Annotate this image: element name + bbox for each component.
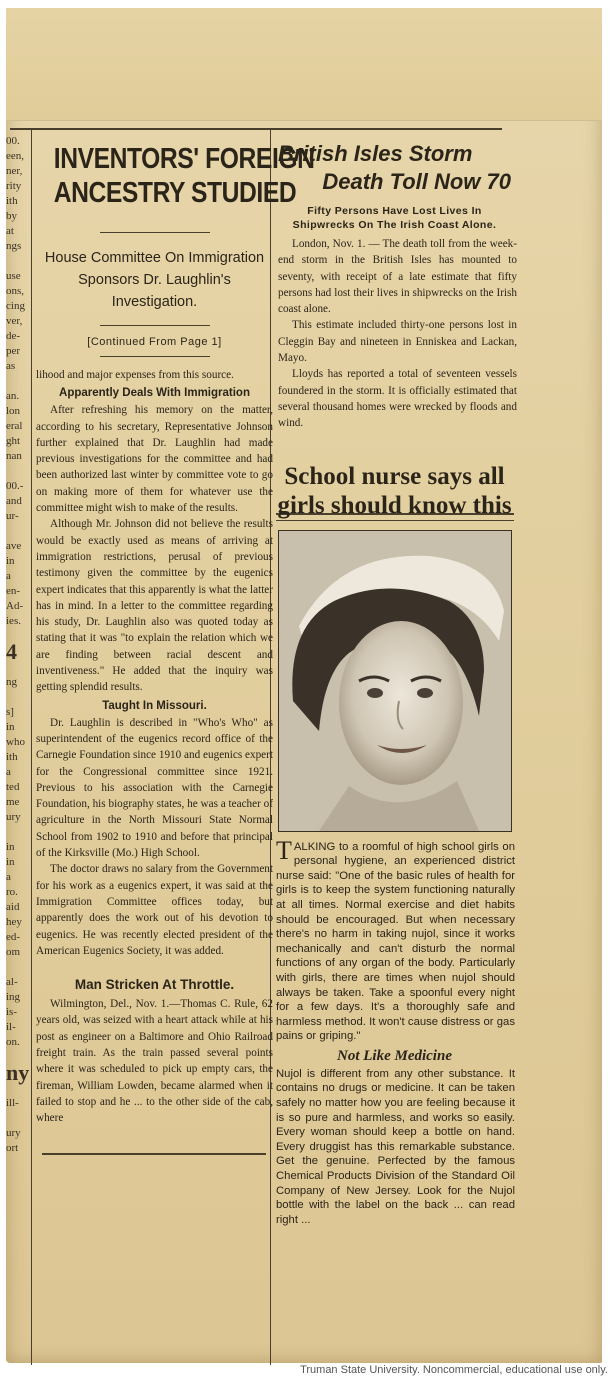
newspaper-clipping — [6, 8, 602, 1363]
fragment: een, — [6, 150, 25, 162]
fragment: eral — [6, 420, 23, 432]
fragment: in — [6, 721, 15, 733]
fragment: a — [6, 871, 11, 883]
fragment: ing — [6, 991, 21, 1003]
fragment: ill- — [6, 1097, 19, 1109]
fragment: ort — [6, 1142, 19, 1154]
top-rule — [10, 128, 502, 130]
fragment: Ad- — [6, 600, 24, 612]
fragment: on. — [6, 1036, 20, 1048]
fragment: ith — [6, 195, 18, 207]
paragraph: This estimate included thirty-one persons lost in Cleggin Bay and nineteen in Enniskea and Lackan, Mayo. — [278, 319, 517, 365]
fragment: ed- — [6, 931, 21, 943]
section-subhead: Taught In Missouri. — [102, 699, 207, 712]
fragment: ght — [6, 435, 21, 447]
fragment — [6, 1111, 30, 1126]
section-subhead: Apparently Deals With Immigration — [59, 387, 250, 400]
fragment: in — [6, 841, 15, 853]
fragment: en- — [6, 585, 21, 597]
fragment: 00.- — [6, 480, 24, 492]
paragraph: Lloyds has reported a total of seventeen vessels foundered in the storm. It is officially estimated that several thousand homes were wrecked by floods and wind. — [278, 368, 517, 430]
archive-credit: Truman State University. Noncommercial, educational use only. — [300, 1364, 608, 1376]
fragment: om — [6, 946, 21, 958]
left-margin-fragments — [6, 134, 30, 1374]
fragment: ner, — [6, 165, 23, 177]
fragment — [6, 690, 30, 705]
fragment — [6, 524, 30, 539]
fragment: ted — [6, 781, 20, 793]
fragment-large: ny — [6, 1060, 30, 1085]
subheadline: House Committee On Immigration Sponsors Dr. Laughlin's Investigation. — [44, 250, 265, 310]
continued-note: [Continued From Page 1] — [87, 336, 222, 348]
paragraph: Wilmington, Del., Nov. 1.—Thomas C. Rule, 62 years old, was seized with a heart attack while at his post as engineer on a Baltimore and Ohio Railroad freight train. As the train passed several points where it was scheduled to pick up empty cars, the fireman, William Lowden, became alarmed when it failed to stop and he ... to the other side of the cab, where — [36, 998, 273, 1125]
blank-top-margin — [6, 8, 602, 121]
article-headline: Man Stricken At Throttle. — [74, 977, 235, 993]
fragment — [6, 960, 30, 975]
headline-line-1: INVENTORS' FOREIGN — [53, 143, 315, 175]
fragment: ngs — [6, 240, 22, 252]
fragment: 00. — [6, 135, 20, 147]
ad-subhead: Not Like Medicine — [337, 1047, 452, 1064]
ad-paragraph: TALKING to a roomful of high school girls on personal hygiene, an experienced district nurse said: "One of the basic rules of health for girls is to keep the system functioning naturally at all times. Normal exercise and diet habits should be encouraged. But when necessary there's no harm in taking nujol, since it works mechanically and can't disturb the normal functions of any organ of the body. Particularly with girls, there are times when nujol should always be taken. Take a spoonful every night for a few days. It's a thoroughly safe and harmless method. It won't cause distress or gas pains or griping." — [276, 835, 515, 1043]
fragment: an. — [6, 390, 20, 402]
deck: Fifty Persons Have Lost Lives In Shipwrecks On The Irish Coast Alone. — [292, 205, 497, 231]
fragment: and — [6, 495, 22, 507]
fragment: ng — [6, 676, 17, 688]
divider — [100, 325, 210, 326]
fragment: a — [6, 570, 11, 582]
fragment: me — [6, 796, 20, 808]
fragment: who — [6, 736, 25, 748]
fragment: ur- — [6, 510, 19, 522]
portrait-illustration — [279, 531, 511, 831]
column-rule-left — [31, 130, 32, 1365]
paragraph: After refreshing his memory on the matter, according to his secretary, Representative Johnson further explained that Dr. Laughlin had made previous investigations for the committee and had been authorized last winter by committee vote to go on making more of them for whatever use the committee might wish to make of the results. — [36, 404, 273, 515]
column-right — [272, 136, 517, 1366]
fragment: ver, — [6, 315, 23, 327]
fragment: as — [6, 360, 16, 372]
fragment-large: 4 — [6, 639, 17, 664]
fragment: aid — [6, 901, 20, 913]
ad-headline: School nurse says all girls should know this — [277, 462, 512, 519]
headline-line-2: Death Toll Now 70 — [322, 169, 511, 194]
fragment: at — [6, 225, 14, 237]
headline-line-2: ANCESTRY STUDIED — [53, 177, 297, 209]
paragraph: The doctor draws no salary from the Government for his work as a eugenics expert, it was said at the Immigration Committee offices today, but apparently does the work out of his devotion to eugenics. He was recently elected president of the American Eugenics Society, it was added. — [36, 863, 273, 957]
ad-paragraph: Nujol is different from any other substance. It contains no drugs or medicine. It can be taken safely no matter how you are feeling because it is so pure and harmless, and works so easily. Every woman should keep a bottle on hand. Every druggist has this remarkable substance. Get the genuine. Perfected by the famous Chemical Products Division of the Standard Oil Company of New Jersey. Look for the Nujol bottle with the label on the back ... can read right ... — [276, 1067, 515, 1226]
paragraph: Dr. Laughlin is described in "Who's Who" as superintendent of the eugenics record office of the Carnegie Foundation since 1910 and eugenics expert for the Congressional committee since 1921. Previous to his association with the Carnegie Foundation, his biography states, he was a teacher of agriculture in the North Missouri State Normal School from 1902 to 1910 and before that principal of the Kirksville (Mo.) High School. — [36, 716, 273, 860]
headline-line-1: British Isles Storm — [278, 141, 473, 166]
fragment: lon — [6, 405, 21, 417]
fragment — [6, 825, 30, 840]
fragment: nan — [6, 450, 22, 462]
fragment: ons, — [6, 285, 25, 297]
fragment — [6, 464, 30, 479]
paragraph: lihood and major expenses from this source. — [36, 369, 234, 381]
fragment: ies. — [6, 615, 21, 627]
column-inventors-article — [36, 136, 315, 1366]
fragment: per — [6, 345, 21, 357]
drop-cap: T — [276, 835, 292, 865]
divider — [100, 356, 210, 357]
paragraph: London, Nov. 1. — The death toll from the week-end storm in the British Isles has mounted to seventy, with receipt of a late estimate that fifty persons had lost their lives in shipwrecks on the Irish coast alone. — [278, 238, 517, 316]
fragment: in — [6, 856, 15, 868]
fragment: ith — [6, 751, 18, 763]
fragment: ury — [6, 1127, 21, 1139]
fragment: by — [6, 210, 17, 222]
divider — [100, 232, 210, 233]
fragment — [6, 374, 30, 389]
portrait-photo — [278, 530, 512, 832]
fragment: a — [6, 766, 11, 778]
fragment: in — [6, 555, 15, 567]
fragment — [6, 254, 30, 269]
fragment: de- — [6, 330, 21, 342]
fragment: al- — [6, 976, 18, 988]
fragment: rity — [6, 180, 22, 192]
fragment: s] — [6, 706, 14, 718]
fragment: hey — [6, 916, 22, 928]
fragment: is- — [6, 1006, 17, 1018]
fragment: ave — [6, 540, 22, 552]
fragment: il- — [6, 1021, 16, 1033]
fragment: use — [6, 270, 21, 282]
fragment: cing — [6, 300, 25, 312]
fragment: ro. — [6, 886, 18, 898]
paragraph: Although Mr. Johnson did not believe the results would be exactly used as means of arriving at immigration restrictions, perusal of previous testimony given the committee by the eugenics expert indicates that this apparently is what the latter has in mind. In a letter to the committee regarding his study, Dr. Laughlin also was quoted today as stating that it was "to explain the relation which we are finding between racial descent and inventiveness." He added that the inquiry was getting splendid results. — [36, 518, 273, 694]
fragment: ury — [6, 811, 21, 823]
